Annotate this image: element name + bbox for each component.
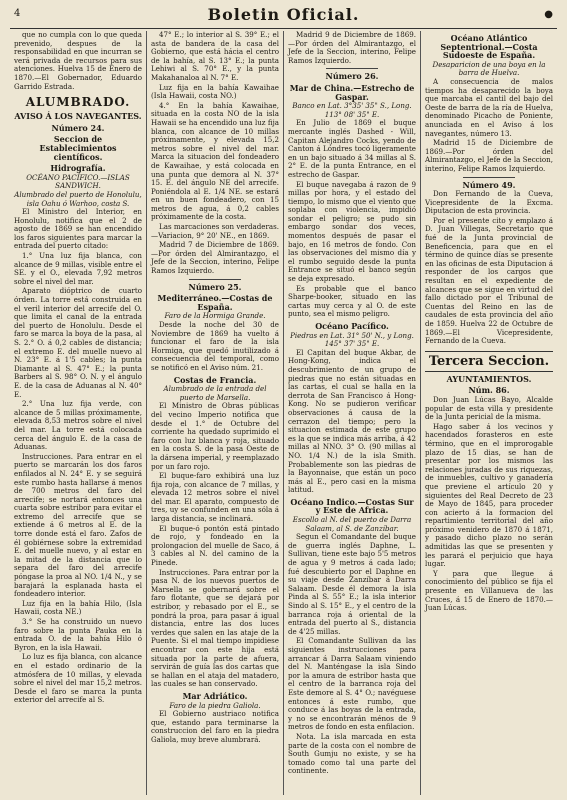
paragraph: Hago saber á los vecinos y hacendados forasteros en este término, que en el improrogable plazo de 15 dias, se han de presentar por los mismos las relaciones juradas de sus riquezas, de inmuebles, cultivo y ganadería que previene el artículo 20 y siguientes del Real Decreto de 23 de Mayo de 1845, para proceder con acierto á la formacion del repartimiento territorial del año próximo venidero de 1870 á 1871, y pasado dicho plazo no serán admitidas las que se presenten y les parará el perjuicio que haya lugar. <box>425 421 553 569</box>
paragraph: El Gobierno austriaco notifica que, estando para terminarse la construccion del faro en la piedra Galiola, muy breve alumbrará. <box>151 709 279 744</box>
subheading: Piedras en Lat. 31° 50' N., y Long. 145° 37' 35" E. <box>290 330 414 349</box>
section-heading: Número 26. <box>325 71 379 82</box>
paragraph: Instrucciones. Para entrar por la pasa N. de los nuevos puertos de Marsella se gobernará sobre el faro flotante, que se dejará por estribor, y rebasado por el E., se pondrá la proa, para pasar á igual distancia, entre las dos luces verdes que salen en las ataje de la Puente. Si el mal tiempo impidiese encontrar con este hija está situada por la parte de afuera, servirán de guía las dos cartas que se hallan en el ataja del matadero, las cuales se han conservado. <box>151 567 279 689</box>
section-heading: Costas de Francia. <box>173 374 257 385</box>
subheading: Desaparicion de una boya en la barra de Huelva. <box>432 59 546 78</box>
paragraph: Don Juan Lúcas Bayo, Alcalde popular de esta villa y presidente de la Junta pericial de la misma. <box>425 394 553 422</box>
paragraph: que no cumpla con lo que queda prevenido, despues de la responsabilidad en que incurran se verá privada de recursos para sus atenciones. Huelva 15 de Enero de 1870.—El Gobernador, Eduardo Garrido Estrada. <box>14 31 142 91</box>
paragraph: El Capitan del buque Akbar, de Hong-Kong, indica el descubrimiento de un grupo de piedras que no están situadas en las cartas, el cual se halla en la derrota de San Francisco á Hong-Kong. No se pudieron verificar observaciones á causa de la cerrazon del tiempo; pero la situacion estimada de este grupo es la que se indica más arriba, á 42 millas al NNO. 3° O. (90 millas al NO. 1/4 N.) de la isla Smith. Probablemente son las piedras de la Bayonnaise, que están un poco más al E., pero casi en la misma latitud. <box>288 347 416 495</box>
section-heading: AVISO Á LOS NAVEGANTES. <box>14 111 142 122</box>
section-heading: Número 24. <box>51 122 105 133</box>
paragraph: El buque-faro exhibirá una luz fija roja, con alcance de 7 millas, y elevada 12 metros sobre el nivel del mar. El aparato, compuesto de tres, uy se confunden en una sóla á larga distancia, se inclinará. <box>151 471 279 524</box>
paragraph: El Ministro del Interior, en Honolulu, notifica que el 2 de agosto de 1869 se han encendido los faros siguientes para marcar la entrada del puerto citado: <box>14 207 142 251</box>
paragraph: 1.° Una luz fija blanca, con alcance de 9 millas, visible entre el SE. y el O., elevada 7,92 metros sobre el nivel del mar. <box>14 251 142 286</box>
paragraph: 47° E.; lo interior al S. 39° E.; el asta de bandera de la casa del Gobierno, que está hácia el centro de la bahía, al S. 13° E.; la punta Lehiwi al S. 70° E., y la punta Makahanaloa al N. 7° E. <box>151 31 279 82</box>
paragraph: 2.° Una luz fija verde, con alcance de 5 millas próximamente, elevada 8,53 metros sobre el nivel del mar. La torre está colocada cerca del ángulo E. de la casa de Aduanas. <box>14 399 142 452</box>
paragraph: El Ministro de Obras públicas del vecino Imperio notifica que desde el 1.° de Octubre del corriente ha quedado suprimido el faro con luz blanca y roja, situado en la costa S. de la pasa Oeste de la dársena imperial, y reemplazado por un faro rojo. <box>151 401 279 471</box>
section-heading: Número 25. <box>188 281 242 292</box>
subheading: Alumbrado de la entrada del puerto de Marsella. <box>163 384 267 402</box>
newspaper-title: Boletin Oficial. <box>207 5 360 24</box>
paragraph: Desde la noche del 30 de Noviembre de 1869 ha vuelto á funcionar el faro de la isla Hormiga, que quedó inutilizado á consecuencia del temporal, como se notificó en el Aviso núm. 21. <box>151 320 279 372</box>
section-heading: Seccion de Establecimientos científicos. <box>39 134 117 162</box>
column-4 <box>420 31 557 795</box>
section-title: ALUMBRADO. <box>25 95 131 110</box>
section-heading: Océano Pacífico. <box>315 321 389 331</box>
paragraph: Por el presente cito y emplazo á D. Juan Villegas, Secretario que fué de la Junta provincial de Beneficencia, para que en el término de quince días se presente en las oficinas de esta Diputacion á responder de los cargos que resultan en el expediente de alcances que se sigue en virtud del fallo dictado por el Tribunal de Cuentas del Reino en las de caudales de esta provincia del año de 1859. Huelva 22 de Octubre de 1869.—El Vicepresidente, Fernando de la Cueva. <box>425 215 553 346</box>
paragraph: Luz fija en la bahía Kawaihae (Isla Hawaii, costa NO.) <box>151 82 279 101</box>
paragraph: Nota. La isla marcada en esta parte de la costa con el nombre de South Gumju no existe, y se ha tomado como tal una parte del continente. <box>288 731 416 776</box>
section-heading: AYUNTAMIENTOS. <box>446 373 532 384</box>
column-2 <box>146 31 283 795</box>
section-heading: Mar de China.—Estrecho de Gaspar. <box>289 82 415 102</box>
column-1 <box>10 31 146 795</box>
separator-rule <box>189 279 240 280</box>
paragraph: El buque navegaba á razon de 9 millas por hora, y el estado del tiempo, lo mismo que el viento que soplaba con violencia, impidió sondar el peligro; se pudo sin embargo sondar dos veces, momentos después de pasar el bajo, en 16 metros de fondo. Con las observaciones del mismo día y el rumbo seguido desde la punta Entrance se situó el banco según se deja expresado. <box>288 179 416 284</box>
page-number: 4 <box>14 8 21 19</box>
section-heading: Número 49. <box>462 179 516 190</box>
text-columns <box>10 31 557 795</box>
paragraph: 3.° Se ha construido un nuevo faro sobre la punta Pauka en la entrada O. de la bahía Hilo ó Byron, en la isla Hawaii. <box>14 617 142 652</box>
page-header <box>0 0 567 30</box>
section-heading: Océano Indico.—Costas Sur y Este de Africa. <box>290 496 414 516</box>
separator-rule <box>463 177 514 178</box>
section-banner: Tercera Seccion. <box>425 351 553 372</box>
paragraph: El Comandante Sullivan da las siguientes instrucciones para arrancar á Darra Salaam viniendo del N. Manténgase la isla Sindo por la amura de estribor hasta que el centro de la barranca roja del Este demore al S. 4° O.; navéguese entonces á este rumbo, que conduce á las boyas de la entrada, y no se encontrarán ménos de 9 metros de fondo en esta enfilacion. <box>288 636 416 732</box>
paragraph: Las marcaciones son verdaderas.—Variacion, 9° 20' NE., en 1869. <box>151 222 279 240</box>
paragraph: En Julio de 1869 el buque mercante inglés Dashed - Will, Capitan Alejandro Cocks, yendo de Canton á Lóndres tocó ligeramente en un bajo situado á 34 millas al S. 2° E. de la punta Entrance, en el estrecho de Gaspar. <box>288 118 416 179</box>
subheading: Faro de la piedra Galiola. <box>169 700 261 710</box>
header-mark: ● <box>544 9 553 20</box>
subheading: Alumbrado del puerto de Honolulu, isla Oahu ó Warhoo, costa S. <box>14 189 142 208</box>
paragraph: El buque-ó pontón está pintado de rojo, y fondeado en la prolongacion del muelle de Saco, á 3 cables al N. del camino de la Pinede. <box>151 523 279 568</box>
paragraph: Madrid 15 de Diciembre de 1869.—Por órden del Almirantazgo, el Jefe de la Seccion, interino, Felipe Ramos Izquierdo. <box>425 138 553 173</box>
paragraph: Instrucciones. Para entrar en el puerto se marcarán los dos faros enfilados al N. 24° E. y se seguirá este rumbo hasta hallarse á menos de 700 metros del faro del arrecife; se nortará entonces una cuarta sobre estribor para evitar el extremo del arrecife que se extiende á 6 metros al E. de la torre donde está el faro. Zafos de él gobiérnese sobre la extremidad E. del muelle nuevo, y al estar en la mitad de la distancia que lo separa del faro del arrecife póngase la proa al NO. 1/4 N., y se barajará la esplanada hasta el fondeadero interior. <box>14 451 142 599</box>
column-3 <box>283 31 420 795</box>
paragraph: A consecuencia de malos tiempos ha desaparecido la boya que marcaba el cantil del bajo del Oeste de barra de la ría de Huelva, denominado Picacho de Poniente, anunciada en el Aviso á los navegantes, número 13. <box>425 76 553 138</box>
subheading: Escollo al N. del puerto de Darra Salaam, al S. de Zanzíbar. <box>292 515 412 533</box>
paragraph: Y para que llegue á conocimiento del público se fija el presente en Villanueva de las Cruces, á 15 de Enero de 1870.—Juan Lúcas. <box>425 568 553 613</box>
paragraph: Es probable que el banco Sharpe-booker, situado en las cartas muy cerca y al O. de este punto, sea el mismo peligro. <box>288 283 416 319</box>
section-heading: Núm. 86. <box>468 385 510 396</box>
paragraph: Madrid 7 de Diciembre de 1869.—Por órden del Almirantazgo, el Jefe de la Seccion, interino, Felipe Ramos Izquierdo. <box>151 240 279 276</box>
subheading: Banco en Lat. 3°35' 35" S., Long. 113° 08' 35" E. <box>292 101 412 119</box>
section-heading: Océano Atlántico Septentrional.—Costa Sudoeste de España. <box>440 33 538 61</box>
header-rule <box>10 28 557 29</box>
subheading: Faro de la Hormiga Grande. <box>164 311 266 321</box>
paragraph: Luz fija en la bahía Hilo, (Isla Hawaii, costa NE.) <box>14 598 142 617</box>
subheading: OCÉANO PACÍFICO.—ISLAS SANDWICH. <box>26 172 130 191</box>
paragraph: Segun el Comandante del buque de guerra inglés Daphne, L. Sullivan, tiene este bajo 5'5 metros de agua y 9 metros á cada lado; fué descubierto por el Daphne en su viaje desde Zanzíbar á Darra Salaam. Desde él demora la isla Pinda al S. 55° E.; la isla interior Sindo al S. 15° E., y el centro de la barranca roja á oriental de la entrada del puerto al S., distancia de 4'25 millas. <box>288 532 416 636</box>
section-heading: Hidrografía. <box>50 163 106 174</box>
paragraph: Madrid 9 de Diciembre de 1869.—Por órden del Almirantazgo, el Jefe de la Seccion, interino, Felipe Ramos Izquierdo. <box>288 31 416 65</box>
paragraph: Don Fernando de la Cueva, Vicepresidente de la Excma. Diputacion de esta provincia. <box>425 189 553 216</box>
section-heading: Mediterráneo.—Costas de España. <box>157 293 273 312</box>
section-heading: Mar Adriático. <box>182 690 248 701</box>
paragraph: Aparato dióptrico de cuarto órden. La torre está construida en el veril interior del arrecife del O. que limita el canal de la entrada del puerto de Honolulu. Desde el faro se marca la boya de la pasa, al S. 2.° O. á 0,2 cables de distancia; el extremo E. del muelle nuevo al N. 23° E. á 1'5 cables; la punta Diamante al S. 47° E.; la punta Barbers al S. 98° O. N. y el ángulo E. de la casa de Aduanas al N. 40° E. <box>14 286 142 399</box>
paragraph: Lo luz es fija blanca, con alcance en el estado ordinario de la atmósfera de 10 millas, y elevada sobre el nivel del mar 15,2 metros. Desde el faro se marca la punta exterior del arrecife al S. <box>14 652 142 705</box>
paragraph: 4.° En la bahía Kawaihae, situada en la costa NO de la isla Hawaii se ha encendido una luz fija blanca, con alcance de 10 millas próximamente, y elevada 15,2 metros sobre el nivel del mar. Marca la situacion del fondeadero de Kawaihae, y está colocada en una punta que demora al N. 37° 15. E. del ángulo NE del arrecife. Poniéndola al E. 1/4 NE. se estará en un buen fondeadero, con 15 metros de agua, á 0,2 cables próximamente de la costa. <box>151 100 279 222</box>
separator-rule <box>326 68 377 69</box>
